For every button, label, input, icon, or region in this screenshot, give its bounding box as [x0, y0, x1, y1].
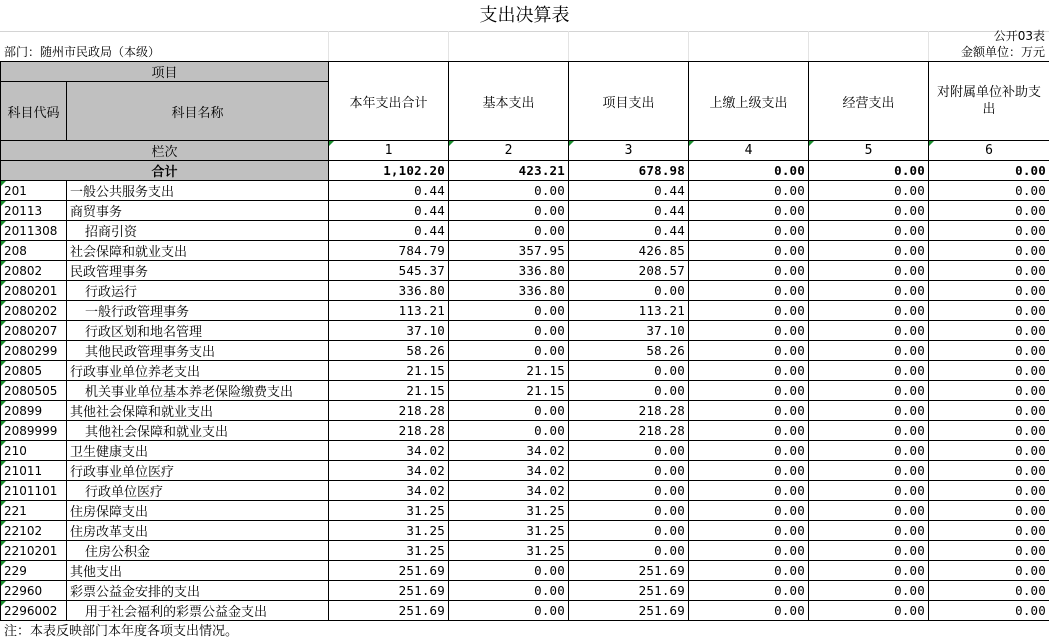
subject-name: 其他支出: [67, 561, 329, 581]
table-row: [1, 321, 1049, 341]
amount-cell: 0.00: [809, 501, 929, 521]
amount-cell: 31.25: [329, 501, 449, 521]
amount-cell: 0.00: [689, 221, 809, 241]
amount-cell: 0.00: [929, 401, 1049, 421]
subject-code: 2080299: [1, 341, 67, 361]
amount-cell: 58.26: [569, 341, 689, 361]
amount-cell: 426.85: [569, 241, 689, 261]
amount-cell: 113.21: [569, 301, 689, 321]
amount-cell: 0.00: [929, 481, 1049, 501]
subject-code: 2080207: [1, 321, 67, 341]
amount-cell: 37.10: [569, 321, 689, 341]
amount-cell: 251.69: [329, 581, 449, 601]
amount-cell: 0.00: [929, 361, 1049, 381]
amount-cell: 0.00: [809, 381, 929, 401]
amount-cell: 21.15: [449, 361, 569, 381]
amount-cell: 0.00: [569, 481, 689, 501]
total-value: 1,102.20: [329, 161, 449, 181]
amount-cell: 0.00: [809, 481, 929, 501]
amount-cell: 0.00: [449, 401, 569, 421]
subject-name: 一般公共服务支出: [67, 181, 329, 201]
amount-cell: 0.00: [929, 441, 1049, 461]
amount-cell: 0.00: [809, 521, 929, 541]
amount-cell: 0.00: [689, 361, 809, 381]
amount-cell: 0.00: [929, 221, 1049, 241]
subject-name: 民政管理事务: [67, 261, 329, 281]
amount-cell: 336.80: [329, 281, 449, 301]
amount-cell: 0.00: [929, 581, 1049, 601]
amount-cell: 251.69: [329, 601, 449, 621]
header-col-total: 本年支出合计: [329, 62, 449, 141]
table-row: [1, 181, 1049, 201]
amount-cell: 0.00: [929, 301, 1049, 321]
subject-name: 用于社会福利的彩票公益金支出: [67, 601, 329, 621]
amount-cell: 0.00: [809, 261, 929, 281]
amount-cell: 0.00: [809, 561, 929, 581]
page-title: 支出决算表: [0, 0, 1049, 32]
amount-cell: 336.80: [449, 261, 569, 281]
subject-code: 22960: [1, 581, 67, 601]
table-row: [1, 261, 1049, 281]
amount-cell: 0.00: [929, 201, 1049, 221]
amount-cell: 0.44: [329, 201, 449, 221]
subject-code: 2296002: [1, 601, 67, 621]
header-col-business: 经营支出: [809, 62, 929, 141]
amount-cell: 0.00: [809, 401, 929, 421]
subject-code: 21011: [1, 461, 67, 481]
amount-cell: 0.00: [449, 341, 569, 361]
amount-cell: 37.10: [329, 321, 449, 341]
amount-cell: 0.00: [449, 421, 569, 441]
column-number: 6: [929, 141, 1049, 161]
amount-cell: 0.00: [449, 581, 569, 601]
amount-cell: 31.25: [329, 521, 449, 541]
table-row: [1, 341, 1049, 361]
amount-cell: 0.00: [929, 521, 1049, 541]
amount-cell: 218.28: [329, 421, 449, 441]
amount-cell: 0.00: [569, 381, 689, 401]
amount-cell: 0.00: [809, 301, 929, 321]
subject-name: 其他社会保障和就业支出: [67, 421, 329, 441]
table-row: [1, 241, 1049, 261]
table-row: [1, 441, 1049, 461]
amount-cell: 0.00: [569, 361, 689, 381]
total-row: [1, 161, 1049, 181]
amount-cell: 0.00: [689, 421, 809, 441]
amount-cell: 0.00: [449, 181, 569, 201]
amount-cell: 0.00: [809, 581, 929, 601]
amount-cell: 21.15: [449, 381, 569, 401]
amount-cell: 0.00: [689, 301, 809, 321]
header-col-basic: 基本支出: [449, 62, 569, 141]
subject-code: 2089999: [1, 421, 67, 441]
table-row: [1, 481, 1049, 501]
amount-cell: 0.00: [449, 201, 569, 221]
amount-cell: 21.15: [329, 381, 449, 401]
amount-cell: 0.00: [929, 461, 1049, 481]
amount-cell: 0.00: [929, 341, 1049, 361]
table-row: [1, 361, 1049, 381]
amount-cell: 0.00: [809, 541, 929, 561]
amount-cell: 0.00: [569, 521, 689, 541]
amount-cell: 0.00: [449, 321, 569, 341]
subject-name: 机关事业单位基本养老保险缴费支出: [67, 381, 329, 401]
table-row: [1, 201, 1049, 221]
table-row: [1, 221, 1049, 241]
amount-cell: 31.25: [449, 541, 569, 561]
table-row: [1, 401, 1049, 421]
amount-cell: 0.00: [569, 541, 689, 561]
amount-cell: 113.21: [329, 301, 449, 321]
amount-cell: 0.00: [569, 441, 689, 461]
amount-cell: 357.95: [449, 241, 569, 261]
subject-name: 一般行政管理事务: [67, 301, 329, 321]
amount-cell: 0.00: [929, 421, 1049, 441]
total-value: 678.98: [569, 161, 689, 181]
amount-cell: 0.00: [929, 601, 1049, 621]
subject-code: 229: [1, 561, 67, 581]
subject-code: 2210201: [1, 541, 67, 561]
total-label: 合计: [1, 161, 329, 181]
amount-cell: 34.02: [329, 461, 449, 481]
subject-name: 行政单位医疗: [67, 481, 329, 501]
amount-cell: 0.00: [689, 241, 809, 261]
amount-cell: 0.00: [569, 461, 689, 481]
amount-cell: 0.00: [809, 341, 929, 361]
amount-cell: 0.00: [929, 321, 1049, 341]
amount-cell: 31.25: [449, 521, 569, 541]
amount-cell: 0.00: [809, 601, 929, 621]
subject-name: 彩票公益金安排的支出: [67, 581, 329, 601]
amount-cell: 251.69: [569, 601, 689, 621]
amount-cell: 0.00: [689, 541, 809, 561]
amount-cell: 0.00: [809, 181, 929, 201]
amount-cell: 0.00: [689, 521, 809, 541]
amount-cell: 0.00: [689, 321, 809, 341]
amount-cell: 0.00: [449, 301, 569, 321]
subject-code: 22102: [1, 521, 67, 541]
amount-cell: 208.57: [569, 261, 689, 281]
header-code: 科目代码: [1, 82, 67, 141]
amount-cell: 0.00: [689, 481, 809, 501]
amount-cell: 251.69: [329, 561, 449, 581]
subject-name: 社会保障和就业支出: [67, 241, 329, 261]
amount-cell: 0.00: [689, 461, 809, 481]
subject-name: 住房公积金: [67, 541, 329, 561]
amount-cell: 0.44: [569, 221, 689, 241]
amount-cell: 0.00: [929, 261, 1049, 281]
amount-cell: 0.00: [929, 381, 1049, 401]
header-item: 项目: [1, 62, 329, 82]
subject-name: 其他民政管理事务支出: [67, 341, 329, 361]
subject-name: 住房保障支出: [67, 501, 329, 521]
unit-label: 金额单位：万元: [960, 45, 1045, 59]
amount-cell: 0.00: [689, 201, 809, 221]
subject-code: 2011308: [1, 221, 67, 241]
amount-cell: 0.00: [689, 281, 809, 301]
subject-name: 行政事业单位医疗: [67, 461, 329, 481]
department-row: [0, 43, 1049, 61]
amount-cell: 0.00: [689, 501, 809, 521]
amount-cell: 0.00: [689, 401, 809, 421]
amount-cell: 784.79: [329, 241, 449, 261]
subject-code: 208: [1, 241, 67, 261]
column-number: 5: [809, 141, 929, 161]
table-row: [1, 601, 1049, 621]
amount-cell: 0.00: [809, 221, 929, 241]
amount-cell: 0.00: [689, 261, 809, 281]
amount-cell: 34.02: [449, 441, 569, 461]
amount-cell: 0.00: [809, 421, 929, 441]
subject-code: 221: [1, 501, 67, 521]
table-row: [1, 421, 1049, 441]
column-number: 4: [689, 141, 809, 161]
amount-cell: 0.00: [689, 381, 809, 401]
table-row: [1, 281, 1049, 301]
total-value: 0.00: [929, 161, 1049, 181]
amount-cell: 0.44: [569, 201, 689, 221]
amount-cell: 34.02: [329, 441, 449, 461]
amount-cell: 0.00: [449, 221, 569, 241]
amount-cell: 0.44: [569, 181, 689, 201]
subject-name: 行政事业单位养老支出: [67, 361, 329, 381]
subject-code: 20802: [1, 261, 67, 281]
amount-cell: 58.26: [329, 341, 449, 361]
amount-cell: 31.25: [329, 541, 449, 561]
total-value: 423.21: [449, 161, 569, 181]
expenditure-table: [0, 61, 1049, 621]
subject-name: 卫生健康支出: [67, 441, 329, 461]
amount-cell: 0.00: [929, 181, 1049, 201]
subject-code: 2101101: [1, 481, 67, 501]
amount-cell: 0.00: [569, 281, 689, 301]
amount-cell: 0.00: [689, 581, 809, 601]
amount-cell: 218.28: [329, 401, 449, 421]
form-number: 公开03表: [993, 29, 1045, 43]
amount-cell: 251.69: [569, 561, 689, 581]
amount-cell: 0.00: [929, 561, 1049, 581]
table-row: [1, 581, 1049, 601]
amount-cell: 0.00: [809, 321, 929, 341]
subject-code: 2080202: [1, 301, 67, 321]
amount-cell: 545.37: [329, 261, 449, 281]
table-row: [1, 301, 1049, 321]
amount-cell: 218.28: [569, 421, 689, 441]
table-row: [1, 501, 1049, 521]
subject-name: 其他社会保障和就业支出: [67, 401, 329, 421]
amount-cell: 21.15: [329, 361, 449, 381]
amount-cell: 0.00: [689, 341, 809, 361]
amount-cell: 0.00: [809, 361, 929, 381]
column-number: 1: [329, 141, 449, 161]
amount-cell: 0.00: [809, 281, 929, 301]
table-row: [1, 561, 1049, 581]
table-row: [1, 541, 1049, 561]
header-col-project: 项目支出: [569, 62, 689, 141]
subject-name: 行政运行: [67, 281, 329, 301]
header-col-subsidy: 对附属单位补助支出: [929, 62, 1049, 141]
amount-cell: 34.02: [449, 481, 569, 501]
amount-cell: 0.00: [689, 181, 809, 201]
amount-cell: 34.02: [329, 481, 449, 501]
amount-cell: 34.02: [449, 461, 569, 481]
amount-cell: 0.44: [329, 181, 449, 201]
column-number: 2: [449, 141, 569, 161]
table-row: [1, 461, 1049, 481]
amount-cell: 0.00: [449, 601, 569, 621]
subject-code: 20113: [1, 201, 67, 221]
amount-cell: 0.00: [449, 561, 569, 581]
subject-name: 行政区划和地名管理: [67, 321, 329, 341]
column-number: 3: [569, 141, 689, 161]
subject-code: 2080505: [1, 381, 67, 401]
amount-cell: 31.25: [449, 501, 569, 521]
amount-cell: 0.00: [569, 501, 689, 521]
table-row: [1, 381, 1049, 401]
amount-cell: 0.44: [329, 221, 449, 241]
header-lanci: 栏次: [1, 141, 329, 161]
amount-cell: 0.00: [689, 441, 809, 461]
amount-cell: 0.00: [929, 241, 1049, 261]
amount-cell: 218.28: [569, 401, 689, 421]
subject-code: 210: [1, 441, 67, 461]
subject-code: 2080201: [1, 281, 67, 301]
amount-cell: 0.00: [809, 461, 929, 481]
subject-name: 住房改革支出: [67, 521, 329, 541]
amount-cell: 0.00: [929, 281, 1049, 301]
amount-cell: 0.00: [689, 601, 809, 621]
amount-cell: 0.00: [809, 241, 929, 261]
table-row: [1, 521, 1049, 541]
amount-cell: 0.00: [809, 201, 929, 221]
table-note: 注：本表反映部门本年度各项支出情况。: [4, 624, 239, 639]
amount-cell: 251.69: [569, 581, 689, 601]
subject-code: 20805: [1, 361, 67, 381]
amount-cell: 0.00: [929, 501, 1049, 521]
header-name: 科目名称: [67, 82, 329, 141]
subject-name: 招商引资: [67, 221, 329, 241]
total-value: 0.00: [809, 161, 929, 181]
subject-code: 201: [1, 181, 67, 201]
subject-name: 商贸事务: [67, 201, 329, 221]
amount-cell: 0.00: [929, 541, 1049, 561]
header-col-upper: 上缴上级支出: [689, 62, 809, 141]
subject-code: 20899: [1, 401, 67, 421]
amount-cell: 336.80: [449, 281, 569, 301]
department-label: 部门：随州市民政局（本级）: [4, 45, 161, 59]
amount-cell: 0.00: [689, 561, 809, 581]
total-value: 0.00: [689, 161, 809, 181]
amount-cell: 0.00: [809, 441, 929, 461]
